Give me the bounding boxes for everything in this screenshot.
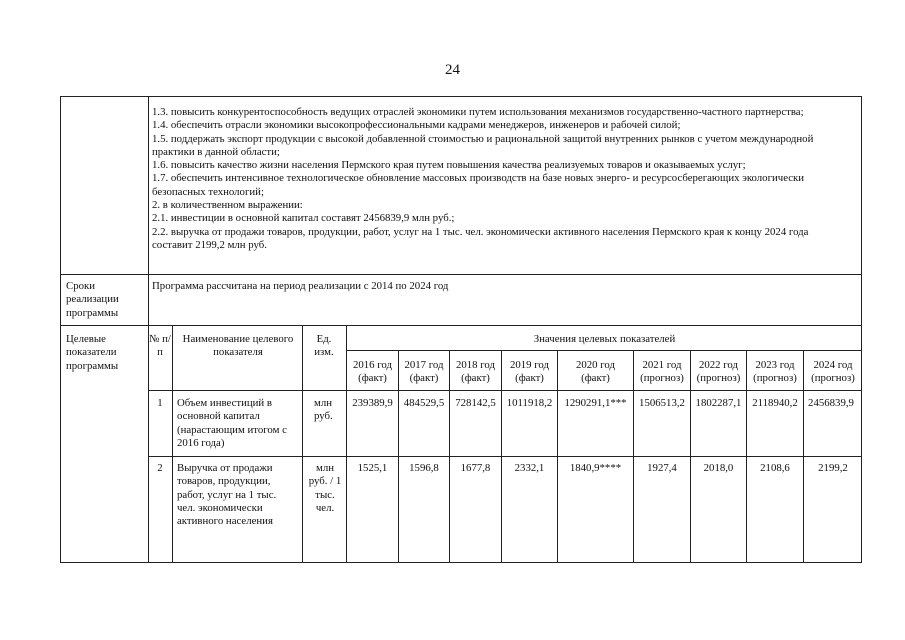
row-divider-period bbox=[60, 325, 862, 326]
period-label: Сроки реализации программы bbox=[66, 280, 119, 319]
year-kind: (факт) bbox=[358, 372, 387, 385]
year-header-2019 bbox=[502, 359, 557, 386]
goal-item: 2.1. инвестиции в основной капитал составят 2456839,9 млн руб.; bbox=[152, 212, 455, 225]
goal-item: 1.7. обеспечить интенсивное технологическое обновление массовых производств на базе новых энерго- и ресурсосберегающих экологически безопасных технологий; bbox=[152, 172, 805, 198]
header-unit: Ед. изм. bbox=[314, 333, 334, 359]
goals-block bbox=[152, 106, 842, 252]
row2-name: Выручка от продажи товаров, продукции, работ, услуг на 1 тыс. чел. экономически активного населения bbox=[177, 462, 277, 528]
header-num: № п/п bbox=[149, 333, 171, 359]
indicators-label: Целевые показатели программы bbox=[66, 333, 119, 372]
row2-value-2016: 1525,1 bbox=[357, 462, 388, 474]
year-header-2024 bbox=[804, 359, 862, 386]
row-divider-indicator-1 bbox=[148, 456, 862, 457]
year-label: 2019 год bbox=[509, 359, 550, 371]
year-label: 2016 год bbox=[352, 359, 393, 371]
row1-value-2023: 2118940,2 bbox=[752, 397, 798, 409]
label-column-divider bbox=[148, 96, 149, 563]
row1-value-2021: 1506513,2 bbox=[639, 397, 685, 409]
year-label: 2018 год bbox=[455, 359, 496, 371]
year-header-2018 bbox=[450, 359, 501, 386]
year-kind: (факт) bbox=[515, 372, 544, 385]
year-label: 2021 год bbox=[642, 359, 682, 371]
page-number: 24 bbox=[445, 62, 460, 78]
year-label: 2022 год bbox=[698, 359, 739, 371]
year-header-2017 bbox=[399, 359, 449, 386]
row2-value-2017: 1596,8 bbox=[409, 462, 439, 474]
row1-value-2022: 1802287,1 bbox=[695, 397, 742, 409]
header-values-title: Значения целевых показателей bbox=[533, 333, 676, 345]
row2-value-2022: 2018,0 bbox=[703, 462, 734, 474]
year-label: 2023 год bbox=[755, 359, 795, 371]
goal-item: 2.2. выручка от продажи товаров, продукции, работ, услуг на 1 тыс. чел. экономически активного населения Пермского края к концу 2024 года составит 2199,2 млн руб. bbox=[152, 225, 809, 251]
values-title-divider bbox=[346, 350, 862, 351]
header-name: Наименование целевого показателя bbox=[182, 333, 294, 359]
year-kind: (факт) bbox=[581, 372, 610, 385]
year-label: 2024 год bbox=[813, 359, 853, 371]
year-header-2016 bbox=[347, 359, 398, 386]
row2-value-2021: 1927,4 bbox=[647, 462, 677, 474]
year-kind: (факт) bbox=[409, 372, 439, 385]
row1-value-2018: 728142,5 bbox=[455, 397, 496, 409]
goal-item: 1.4. обеспечить отрасли экономики высокопрофессиональными кадрами менеджеров, инженеров и рабочей силой; bbox=[152, 119, 681, 132]
row2-value-2024: 2199,2 bbox=[818, 462, 848, 474]
row1-value-2020: 1290291,1*** bbox=[564, 397, 627, 409]
year-header-2021 bbox=[634, 359, 690, 386]
year-label: 2020 год bbox=[575, 359, 616, 371]
row2-num: 2 bbox=[157, 462, 163, 474]
goal-item: 1.5. поддержать экспорт продукции с высокой добавленной стоимостью и рациональной защитой внутренних рынков с учетом международной практики в данной области; bbox=[152, 132, 814, 158]
year-header-2022 bbox=[691, 359, 746, 386]
row2-unit: млн руб. / 1 тыс. чел. bbox=[308, 462, 342, 514]
goal-item: 2. в количественном выражении: bbox=[152, 199, 303, 212]
row-divider-goals bbox=[60, 274, 862, 275]
row1-value-2024: 2456839,9 bbox=[808, 397, 854, 409]
year-kind: (прогноз) bbox=[640, 372, 684, 385]
row2-value-2020: 1840,9**** bbox=[569, 462, 622, 474]
row1-num: 1 bbox=[157, 397, 163, 409]
row2-value-2023: 2108,6 bbox=[760, 462, 790, 474]
row1-unit: млн руб. bbox=[314, 397, 333, 423]
goal-item: 1.3. повысить конкурентоспособность ведущих отраслей экономики путем использования механизмов государственно-частного партнерства; bbox=[152, 106, 804, 118]
row1-value-2017: 484529,5 bbox=[403, 397, 445, 409]
num-column-divider bbox=[172, 325, 173, 563]
row2-value-2019: 2332,1 bbox=[514, 462, 545, 474]
name-column-divider bbox=[302, 325, 303, 563]
row1-value-2019: 1011918,2 bbox=[506, 397, 553, 409]
year-header-2023 bbox=[747, 359, 803, 386]
row1-value-2016: 239389,9 bbox=[352, 397, 393, 409]
goal-item: 1.6. повысить качество жизни населения Пермского края путем повышения качества реализуемых товаров и оказываемых услуг; bbox=[152, 159, 746, 172]
row2-value-2018: 1677,8 bbox=[460, 462, 491, 474]
year-label: 2017 год bbox=[404, 359, 444, 371]
row1-name: Объем инвестиций в основной капитал (нарастающим итогом с 2016 года) bbox=[177, 397, 287, 449]
year-header-2020 bbox=[558, 359, 633, 386]
year-kind: (прогноз) bbox=[811, 372, 855, 385]
period-text: Программа рассчитана на период реализации с 2014 по 2024 год bbox=[152, 280, 449, 292]
year-kind: (прогноз) bbox=[753, 372, 797, 385]
year-kind: (прогноз) bbox=[696, 372, 741, 385]
year-kind: (факт) bbox=[461, 372, 490, 385]
header-divider bbox=[148, 390, 862, 391]
